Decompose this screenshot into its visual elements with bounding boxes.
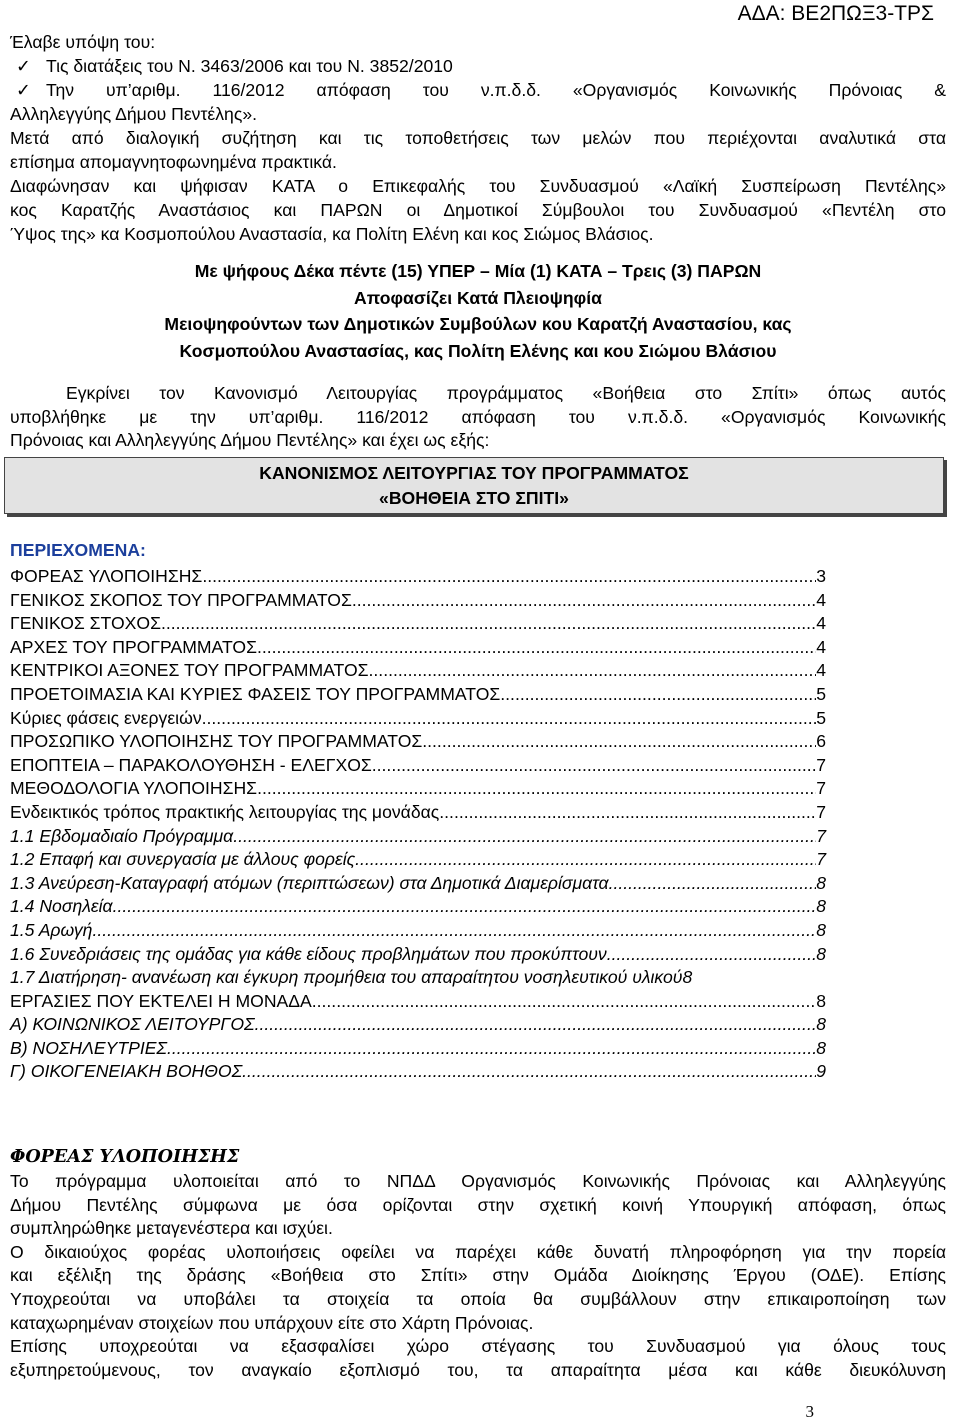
regulation-title-box: [4, 457, 944, 514]
toc-entry[interactable]: [10, 966, 826, 990]
toc-leader-dots: [202, 565, 816, 589]
toc-leader-dots: [161, 612, 816, 636]
discussion-line-1: Μετά από διαλογική συζήτηση και τις τοποθετήσεις των μελών που περιέχονται αναλυτικά στα: [10, 128, 946, 148]
toc-entry-title: 1.6 Συνεδριάσεις της ομάδας για κάθε είδους προβλημάτων που προκύπτουν: [10, 943, 607, 964]
vote-line-1: Με ψήφους Δέκα πέντε (15) ΥΠΕΡ – Μία (1) ΚΑΤΑ – Τρεις (3) ΠΑΡΩΝ: [194, 261, 762, 281]
discussion-line-2: επίσημα απομαγνητοφωνημένα πρακτικά.: [10, 152, 337, 172]
toc-entry-title: 1.1 Εβδομαδιαίο Πρόγραμμα: [10, 825, 234, 846]
toc-entry-title: 1.3 Ανεύρεση-Καταγραφή ατόμων (περιπτώσεων) στα Δημοτικά Διαμερίσματα: [10, 872, 609, 893]
toc-leader-dots: [202, 707, 817, 731]
toc-entry-title: ΚΕΝΤΡΙΚΟΙ ΑΞΟΝΕΣ ΤΟΥ ΠΡΟΓΡΑΜΜΑΤΟΣ: [10, 660, 369, 681]
toc-entry-page: 8: [816, 919, 826, 940]
page-number: 3: [805, 1402, 814, 1421]
body-line: Ο δικαιούχος φορέας υλοποιήσεις οφείλει να παρέχει κάθε δυνατή πληροφόρηση για την πορεία: [10, 1241, 946, 1262]
checkmark-icon: ✓: [16, 56, 31, 76]
considered-label: Έλαβε υπόψη του:: [10, 32, 156, 52]
toc-entry-title: ΕΡΓΑΣΙΕΣ ΠΟΥ ΕΚΤΕΛΕΙ Η ΜΟΝΑΔΑ: [10, 990, 312, 1011]
toc-entry[interactable]: [10, 848, 826, 872]
toc-leader-dots: [422, 730, 816, 754]
toc-entry-page: 7: [816, 778, 826, 799]
toc-entry-title: 1.5 Αρωγή: [10, 919, 93, 940]
toc-leader-dots: [257, 777, 816, 801]
body-line: Το πρόγραμμα υλοποιείται από το ΝΠΔΔ Οργανισμός Κοινωνικής Πρόνοιας και Αλληλεγγύης: [10, 1171, 946, 1191]
table-of-contents: [10, 565, 826, 1084]
toc-entry-page: 4: [816, 636, 826, 657]
toc-entry-page: 3: [816, 566, 826, 586]
body-line: Επίσης υποχρεούται να εξασφαλίσει χώρο στέγασης του Συνδυασμού για όλους τους: [10, 1336, 946, 1357]
toc-entry-page: 9: [816, 1061, 826, 1082]
vote-line-3: Μειοψηφούντων των Δημοτικών Συμβούλων κου Καρατζή Αναστασίου, κας: [164, 314, 792, 334]
toc-entry-title: Κύριες φάσεις ενεργειών: [10, 707, 202, 728]
toc-entry-page: 6: [816, 731, 826, 752]
toc-leader-dots: [444, 801, 816, 825]
toc-leader-dots: [500, 683, 816, 707]
toc-leader-dots: [607, 943, 816, 967]
toc-leader-dots: [113, 895, 817, 919]
body-line: Δήμου Πεντέλης σύμφωνα με όσα ορίζονται στην σχετική κοινή Υπουργική απόφαση, όπως: [10, 1194, 946, 1215]
toc-entry-title: ΜΕΘΟΔΟΛΟΓΙΑ ΥΛΟΠΟΙΗΣΗΣ: [10, 778, 258, 799]
toc-entry-page: 8: [816, 1014, 826, 1035]
toc-entry[interactable]: [10, 612, 826, 636]
toc-entry[interactable]: [10, 683, 826, 707]
toc-entry-page: 4: [816, 613, 826, 634]
toc-leader-dots: [167, 1037, 816, 1061]
vote-result: [10, 258, 946, 364]
toc-entry[interactable]: [10, 1037, 826, 1061]
toc-entry[interactable]: [10, 589, 826, 613]
check-text-2: Την υπ’αριθμ. 116/2012 απόφαση του ν.π.δ.δ. «Οργανισμός Κοινωνικής Πρόνοιας &: [46, 80, 946, 100]
toc-entry[interactable]: [10, 1060, 826, 1084]
toc-heading: ΠΕΡΙΕΧΟΜΕΝΑ:: [10, 540, 146, 560]
toc-entry-title: ΠΡΟΕΤΟΙΜΑΣΙΑ ΚΑΙ ΚΥΡΙΕΣ ΦΑΣΕΙΣ ΤΟΥ ΠΡΟΓΡΑΜΜΑΤΟΣ: [10, 683, 501, 704]
toc-entry-title: 1.2 Επαφή και συνεργασία με άλλους φορείς: [10, 849, 356, 870]
toc-entry[interactable]: [10, 872, 826, 896]
section-title: ΦΟΡΕΑΣ ΥΛΟΠΟΙΗΣΗΣ: [10, 1146, 240, 1167]
toc-entry[interactable]: [10, 636, 826, 660]
toc-entry-page: 8: [682, 967, 693, 988]
toc-leader-dots: [242, 1060, 816, 1084]
toc-leader-dots: [255, 1013, 817, 1037]
toc-entry-page: 7: [816, 825, 826, 846]
vote-line-4: Κοσμοπούλου Αναστασίας, κας Πολίτη Ελένης και κου Σιώμου Βλάσιου: [179, 340, 777, 361]
disagree-line-2: κος Καρατζής Αναστάσιος και ΠΑΡΩΝ οι Δημοτικοί Σύμβουλοι του Συνδυασμού «Πεντέλη στο: [10, 200, 946, 220]
toc-leader-dots: [369, 659, 817, 683]
disagree-line-1: Διαφώνησαν και ψήφισαν ΚΑΤΑ ο Επικεφαλής του Συνδυασμού «Λαϊκή Συσπείρωση Πεντέλης»: [10, 176, 946, 196]
toc-leader-dots: [233, 825, 816, 849]
toc-leader-dots: [92, 919, 816, 943]
toc-entry-title: ΑΡΧΕΣ ΤΟΥ ΠΡΟΓΡΑΜΜΑΤΟΣ: [10, 636, 257, 657]
toc-entry-title: 1.4 Νοσηλεία: [10, 896, 113, 917]
approve-line-1: Εγκρίνει τον Κανονισμό Λειτουργίας προγράμματος «Βοήθεια στο Σπίτι» όπως αυτός: [66, 383, 946, 403]
toc-entry-page: 8: [816, 872, 826, 893]
toc-entry-page: 7: [816, 849, 826, 870]
intro-block: [10, 30, 946, 246]
disagree-line-3: Ύψος της» κα Κοσμοπούλου Αναστασία, κα Πολίτη Ελένη και κος Σιώμος Βλάσιος.: [10, 224, 654, 244]
toc-entry-page: 8: [816, 896, 826, 917]
toc-leader-dots: [355, 848, 816, 872]
toc-entry[interactable]: [10, 730, 826, 754]
toc-entry-title: 1.7 Διατήρηση- ανανέωση και έγκυρη προμήθεια του απαραίτητου νοσηλευτικού υλικού: [10, 967, 683, 988]
toc-entry-title: ΠΡΟΣΩΠΙΚΟ ΥΛΟΠΟΙΗΣΗΣ ΤΟΥ ΠΡΟΓΡΑΜΜΑΤΟΣ: [10, 731, 423, 752]
toc-entry-title: Γ) ΟΙΚΟΓΕΝΕΙΑΚΗ ΒΟΗΘΟΣ: [10, 1061, 243, 1082]
toc-entry[interactable]: [10, 777, 826, 801]
toc-leader-dots: [257, 636, 816, 660]
section-body: [10, 1170, 946, 1382]
vote-line-2: Αποφασίζει Κατά Πλειοψηφία: [354, 287, 602, 308]
toc-entry-title: ΓΕΝΙΚΟΣ ΣΚΟΠΟΣ ΤΟΥ ΠΡΟΓΡΑΜΜΑΤΟΣ: [10, 589, 352, 610]
toc-entry-page: 8: [816, 990, 826, 1011]
toc-entry-title: Ενδεικτικός τρόπος πρακτικής λειτουργίας της μονάδας.: [10, 801, 445, 822]
toc-entry[interactable]: [10, 659, 826, 683]
toc-entry[interactable]: [10, 943, 826, 967]
body-line: συμπληρώθηκε μεταγενέστερα και ισχύει.: [10, 1218, 333, 1239]
approve-line-2: υποβλήθηκε με την υπ’αριθμ. 116/2012 απόφαση του ν.π.δ.δ. «Οργανισμός Κοινωνικής: [10, 406, 946, 427]
approve-line-3: Πρόνοιας και Αλληλεγγύης Δήμου Πεντέλης» και έχει ως εξής:: [10, 430, 490, 450]
toc-entry-page: 7: [816, 754, 826, 775]
toc-leader-dots: [352, 589, 816, 613]
regulation-title-line-2: «ΒΟΗΘΕΙΑ ΣΤΟ ΣΠΙΤΙ»: [379, 488, 569, 508]
toc-entry[interactable]: [10, 919, 826, 943]
regulation-title-line-1: ΚΑΝΟΝΙΣΜΟΣ ΛΕΙΤΟΥΡΓΙΑΣ ΤΟΥ ΠΡΟΓΡΑΜΜΑΤΟΣ: [259, 463, 689, 483]
toc-entry-page: 5: [816, 683, 826, 704]
toc-entry-title: ΦΟΡΕΑΣ ΥΛΟΠΟΙΗΣΗΣ: [10, 566, 203, 586]
toc-leader-dots: [372, 754, 816, 778]
check-item-1: [10, 54, 946, 78]
toc-entry-title: Α) ΚΟΙΝΩΝΙΚΟΣ ΛΕΙΤΟΥΡΓΟΣ: [10, 1014, 255, 1035]
check-item-2: [10, 78, 946, 102]
toc-entry-title: Β) ΝΟΣΗΛΕΥΤΡΙΕΣ: [10, 1037, 167, 1058]
toc-entry-page: 7: [816, 801, 826, 822]
check-continuation: Αλληλεγγύης Δήμου Πεντέλης».: [10, 104, 257, 124]
toc-entry[interactable]: [10, 801, 826, 825]
check-text-1: Τις διατάξεις του Ν. 3463/2006 και του Ν. 3852/2010: [46, 56, 453, 76]
toc-entry[interactable]: [10, 707, 826, 731]
checkmark-icon: ✓: [16, 80, 31, 100]
toc-entry-page: 8: [816, 1037, 826, 1058]
toc-entry[interactable]: [10, 1013, 826, 1037]
approval-text: [10, 382, 946, 453]
toc-entry-page: 5: [816, 707, 826, 728]
body-line: εξυπηρετούμενους, τον αναγκαίο εξοπλισμό του, τα απαραίτητα μέσα και κάθε διευκόλυνση: [10, 1359, 946, 1380]
toc-entry-title: ΓΕΝΙΚΟΣ ΣΤΟΧΟΣ: [10, 613, 161, 634]
toc-entry[interactable]: [10, 754, 826, 778]
toc-entry-title: ΕΠΟΠΤΕΙΑ – ΠΑΡΑΚΟΛΟΥΘΗΣΗ - ΕΛΕΓΧΟΣ: [10, 754, 372, 775]
toc-entry-page: 4: [816, 589, 826, 610]
body-line: και εξέλιξη της δράσης «Βοήθεια στο Σπίτι» στην Ομάδα Διοίκησης Έργου (ΟΔΕ). Επίσης: [10, 1265, 946, 1286]
toc-entry[interactable]: [10, 990, 826, 1014]
toc-leader-dots: [312, 990, 816, 1014]
ada-code: ΑΔΑ: ΒΕ2ΠΩΞ3-ΤΡΣ: [737, 2, 934, 25]
toc-entry[interactable]: [10, 825, 826, 849]
toc-leader-dots: [609, 872, 817, 896]
toc-entry-page: 4: [816, 660, 826, 681]
toc-entry[interactable]: [10, 895, 826, 919]
body-line: Υποχρεούται να υποβάλει τα στοιχεία τα οποία θα συμβάλλουν στην επικαιροποίηση των: [10, 1288, 946, 1309]
body-line: καταχωρημέναν στοιχείων που υπάρχουν είτε στο Χάρτη Πρόνοιας.: [10, 1312, 534, 1333]
toc-entry-page: 8: [816, 943, 826, 964]
toc-entry[interactable]: [10, 565, 826, 589]
